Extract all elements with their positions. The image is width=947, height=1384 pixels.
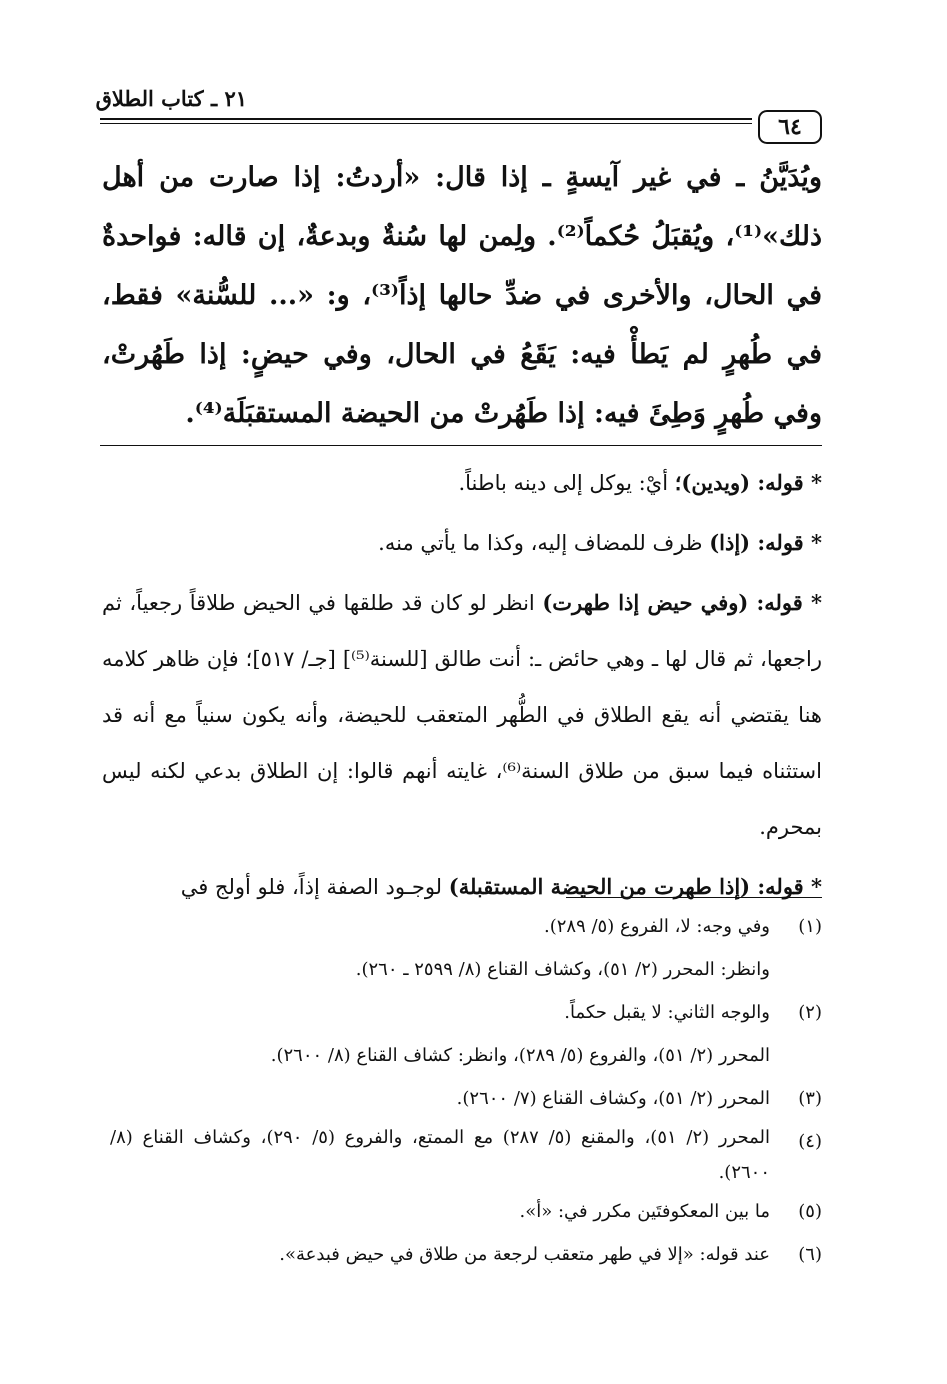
page-header [95, 78, 822, 148]
comment-paragraph [102, 575, 822, 855]
main-text: ويُدَيَّنُ ـ في غير آيسةٍ ـ إذا قال: «أردتُ: إذا صارت من أهل ذلك»⁽¹⁾، ويُقبَلُ حُكماً⁽²⁾. ولِمن لها سُنةٌ وبدعةٌ، إن قاله: فواحدةٌ في الحال، والأخرى في ضدِّ حالها إذاً⁽³⁾، و: «... للسُّنة» فقط، في طُهرٍ لم يَطأْ فيه: يَقَعُ في الحال، وفي حيضٍ: إذا طَهُرتْ، وفي طُهرٍ وَطِئَ فيه: إذا طَهُرتْ من الحيضة المستقبَلَة⁽⁴⁾. [102, 162, 822, 429]
footnote-line: المحرر (٢/ ٥١)، والفروع (٥/ ٢٨٩)، وانظر: كشاف القناع (٨/ ٢٦٠٠). [270, 1045, 770, 1066]
comment-paragraph [102, 455, 822, 511]
footnote [110, 1077, 822, 1120]
commentary [102, 455, 822, 915]
footnote-line: وانظر: المحرر (٢/ ٥١)، وكشاف القناع (٨/ ٢٥٩٩ ـ ٢٦٠). [355, 959, 770, 980]
footnote-divider [566, 897, 822, 898]
comment-body: انظر لو كان قد طلقها في الحيض طلاقاً رجعياً، ثم راجعها، ثم قال لها ـ وهي حائض ـ: أنت طالق [للسنة⁽⁵⁾] [جـ/ ٥١٧]؛ فإن ظاهر كلامه هنا يقتضي أنه يقع الطلاق في الطُّهر المتعقب للحيضة، وأنه يكون سنياً مع أنه قد استثناه فيما سبق من طلاق السنة⁽⁶⁾، غايته أنهم قالوا: إن الطلاق بدعي لكنه ليس بمحرم. [102, 591, 822, 839]
comment-lead: * قوله: (وفي حيض إذا طهرت) [542, 590, 822, 615]
comment-body: ظرف للمضاف إليه، وكذا ما يأتي منه. [378, 531, 710, 555]
footnote-number: (٢) [798, 1002, 822, 1023]
footnotes [110, 905, 822, 1276]
comment-paragraph [102, 515, 822, 571]
comment-body: لوجـود الصفة إذاً، فلو أولج في [180, 875, 449, 899]
comment-lead: * قوله: (ويدين)؛ [674, 470, 822, 495]
comment-body: أيْ: يوكل إلى دينه باطناً. [458, 471, 675, 495]
footnote-number: (٣) [798, 1088, 822, 1109]
footnote-line: ما بين المعكوفتَين مكرر في: «أ». [519, 1201, 770, 1222]
footnote-line: وفي وجه: لا، الفروع (٥/ ٢٨٩). [543, 916, 770, 937]
footnote-number: (٦) [798, 1244, 822, 1265]
footnote-line: عند قوله: «إلا في طهر متعقب لرجعة من طلاق في حيض فبدعة». [279, 1244, 770, 1265]
footnote-number: (١) [798, 916, 822, 937]
footnote [110, 1120, 822, 1190]
footnote-line: والوجه الثاني: لا يقبل حكماً. [564, 1002, 770, 1023]
footnote-number: (٥) [798, 1201, 822, 1222]
comment-lead: * قوله: (إذا) [709, 530, 822, 555]
comment-lead: * قوله: (إذا طهرت من الحيضة المستقبلة) [448, 874, 822, 899]
footnote [110, 905, 822, 991]
footnote-line: المحرر (٢/ ٥١)، وكشاف القناع (٧/ ٢٦٠٠). [456, 1088, 770, 1109]
running-title: ٢١ ـ كتاب الطلاق [95, 86, 247, 111]
header-rule [100, 118, 752, 120]
header-rule-thin [100, 123, 752, 124]
footnote [110, 1233, 822, 1276]
main-text-divider [100, 445, 822, 446]
footnote-number: (٤) [798, 1131, 822, 1152]
page-number: ٦٤ [758, 110, 822, 144]
footnote-line: المحرر (٢/ ٥١)، والمقنع (٥/ ٢٨٧) مع الممتع، والفروع (٥/ ٢٩٠)، وكشاف القناع (٨/ ٢٦٠٠). [110, 1127, 770, 1183]
footnote [110, 991, 822, 1077]
footnote [110, 1190, 822, 1233]
